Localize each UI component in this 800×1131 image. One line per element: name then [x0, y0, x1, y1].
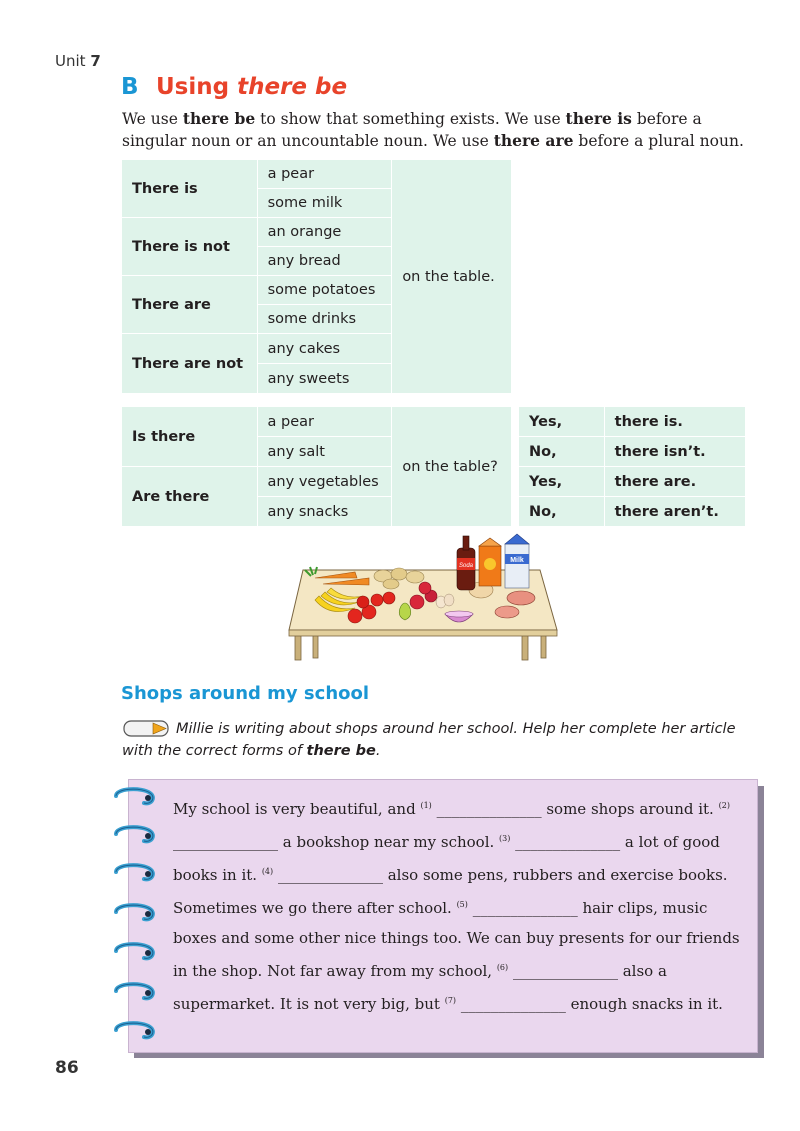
- short-answer-table: [518, 406, 746, 527]
- notebook-ring-icon: [112, 940, 158, 962]
- answer-blank-2[interactable]: ______________: [173, 833, 278, 851]
- place-cell: on the table?: [392, 407, 512, 527]
- blank-number: (2): [718, 801, 730, 810]
- answer-blank-4[interactable]: ______________: [277, 866, 383, 884]
- blank-number: (6): [496, 963, 509, 972]
- blank-number: (1): [420, 801, 432, 810]
- blank-number: (3): [499, 834, 511, 843]
- page-number: 86: [55, 1058, 79, 1078]
- soda-label: Soda: [458, 563, 474, 569]
- answer-yes-no: No,: [519, 497, 605, 527]
- milk-label: Milk: [510, 557, 524, 564]
- notebook-ring-icon: [112, 785, 158, 807]
- article-paragraph: My school is very beautiful, and $^{(1)}$ ______________ some shops around it. $^{(2)}$ ______________ a bookshop near my school. $^{(3)}$ ______________ a lot of good books in it. $^{(4)}$ ______________ also some pens, rubbers and exercise books. Sometimes we go there after school. $^{(5)}$ ______________ hair clips, music boxes and some other nice things too. We can buy presents for our friends in the shop. Not far away from my school, $^{(6)}$ ______________ also a supermarket. It is not very big, but $^{(7)}$ ______________ enough snacks in it.: [173, 800, 740, 1013]
- subject-cell: There is: [122, 160, 258, 218]
- noun-cell: any vegetables: [257, 467, 392, 497]
- noun-cell: any sweets: [257, 364, 392, 394]
- noun-cell: an orange: [257, 218, 392, 247]
- noun-cell: any snacks: [257, 497, 392, 527]
- subject-cell: Are there: [122, 467, 258, 527]
- answer-blank-1[interactable]: ______________: [436, 800, 542, 818]
- noun-cell: some milk: [257, 189, 392, 218]
- answer-phrase: there isn’t.: [604, 437, 745, 467]
- subject-cell: There are not: [122, 334, 258, 394]
- section-title: Using there be: [156, 74, 348, 100]
- noun-cell: a pear: [257, 160, 392, 189]
- answer-yes-no: No,: [519, 437, 605, 467]
- subject-cell: There is not: [122, 218, 258, 276]
- answer-phrase: there aren’t.: [604, 497, 745, 527]
- answer-blank-5[interactable]: ______________: [472, 899, 578, 917]
- blank-number: (7): [444, 996, 457, 1005]
- notebook-ring-icon: [112, 980, 158, 1002]
- noun-cell: a pear: [257, 407, 392, 437]
- question-table: [121, 406, 512, 527]
- notebook-ring-icon: [112, 823, 158, 845]
- answer-blank-6[interactable]: ______________: [512, 962, 618, 980]
- answer-blank-3[interactable]: ______________: [515, 833, 621, 851]
- answer-yes-no: Yes,: [519, 467, 605, 497]
- place-cell: on the table.: [392, 160, 512, 394]
- notebook-ring-icon: [112, 861, 158, 883]
- section-letter: B: [121, 74, 139, 100]
- notebook-ring-icon: [112, 1019, 158, 1041]
- subject-cell: Is there: [122, 407, 258, 467]
- unit-label: Unit 7: [55, 52, 101, 70]
- exercise-instruction: Millie is writing about shops around her school. Help her complete her article with the correct forms of there be.: [122, 721, 736, 759]
- noun-cell: any salt: [257, 437, 392, 467]
- blank-number: (4): [261, 867, 274, 876]
- answer-phrase: there is.: [604, 407, 745, 437]
- notebook-ring-icon: [112, 901, 158, 923]
- noun-cell: any cakes: [257, 334, 392, 364]
- answer-blank-7[interactable]: ______________: [460, 995, 566, 1013]
- noun-cell: some potatoes: [257, 276, 392, 305]
- answer-phrase: there are.: [604, 467, 745, 497]
- answer-yes-no: Yes,: [519, 407, 605, 437]
- intro-text: We use there be to show that something exists. We use there is before a singular noun or an uncountable noun. We use there are before a plural noun.: [122, 109, 744, 150]
- statement-table: [121, 159, 512, 394]
- subject-cell: There are: [122, 276, 258, 334]
- noun-cell: some drinks: [257, 305, 392, 334]
- blank-number: (5): [456, 900, 468, 909]
- shops-section-title: Shops around my school: [121, 683, 370, 704]
- food-table-illustration: [285, 530, 560, 662]
- noun-cell: any bread: [257, 247, 392, 276]
